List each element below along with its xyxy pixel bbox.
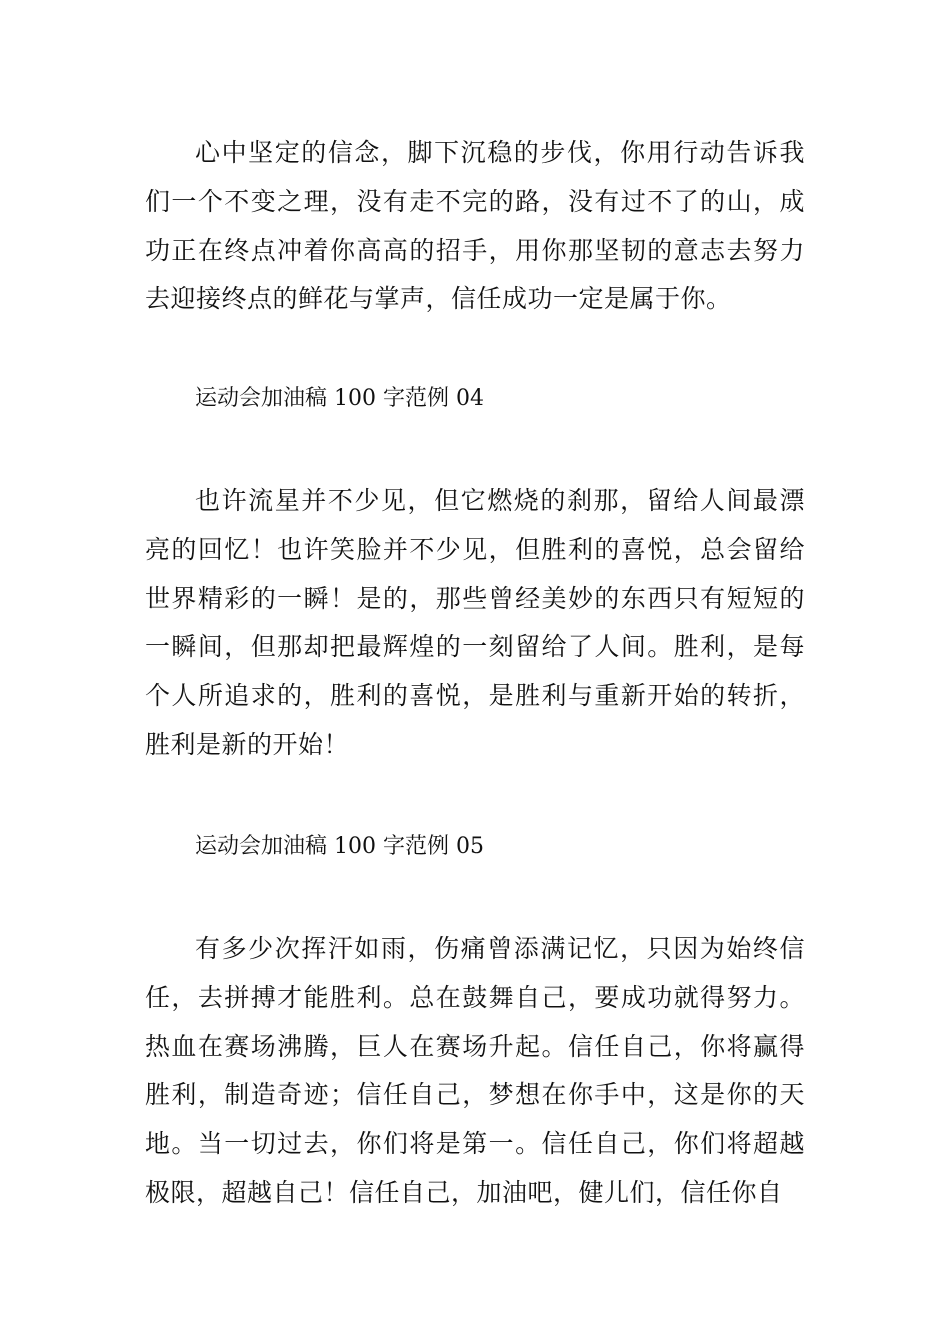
body-paragraph: 也许流星并不少见，但它燃烧的刹那，留给人间最漂亮的回忆！也许笑脸并不少见，但胜利的喜悦，总会留给世界精彩的一瞬！是的，那些曾经美妙的东西只有短短的一瞬间，但那却把最辉煌的一刻留给了人间。胜利，是每个人所追求的，胜利的喜悦，是胜利与重新开始的转折，胜利是新的开始！: [145, 486, 805, 759]
body-paragraph: 心中坚定的信念，脚下沉稳的步伐，你用行动告诉我们一个不变之理，没有走不完的路，没有过不了的山，成功正在终点冲着你高高的招手，用你那坚韧的意志去努力去迎接终点的鲜花与掌声，信任成功一定是属于你。: [145, 138, 805, 314]
section-heading: 运动会加油稿 100 字范例 04: [195, 386, 484, 411]
section-heading: 运动会加油稿 100 字范例 05: [195, 834, 484, 859]
body-paragraph: 有多少次挥汗如雨，伤痛曾添满记忆，只因为始终信任，去拼搏才能胜利。总在鼓舞自己，要成功就得努力。热血在赛场沸腾，巨人在赛场升起。信任自己，你将赢得胜利，制造奇迹；信任自己，梦想在你手中，这是你的天地。当一切过去，你们将是第一。信任自己，你们将超越极限，超越自己！信任自己，加油吧，健儿们，信任你自: [145, 934, 805, 1207]
